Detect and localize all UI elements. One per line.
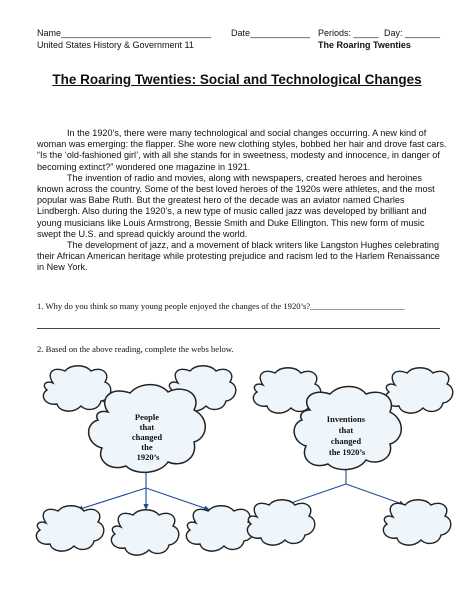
left-web-center-label: People that changed the 1920’s xyxy=(131,412,163,462)
cloud-left-bottom-right[interactable] xyxy=(186,506,253,551)
unit-name: The Roaring Twenties xyxy=(318,40,411,50)
right-web-center-label: Inventions that changed the 1920’s xyxy=(326,414,366,457)
question-2: 2. Based on the above reading, complete the webs below. xyxy=(37,344,234,354)
question-1: 1. Why do you think so many young people enjoyed the changes of the 1920’s?______________________ xyxy=(37,301,405,311)
cloud-right-bottom-left[interactable] xyxy=(247,500,314,545)
concept-webs xyxy=(0,360,474,613)
cloud-left-bottom-middle[interactable] xyxy=(111,510,178,555)
course-name: United States History & Government 11 xyxy=(37,40,194,50)
reading-paragraph-3: The development of jazz, and a movement of black writers like Langston Hughes celebrating their African American heritage while protesting prejudice and racism led to the Harlem Renaissance in New York. xyxy=(37,240,440,273)
reading-paragraph-2: The invention of radio and movies, along with newspapers, created heroes and heroines known across the country. Some of the best loved heroes of the 1920s were athletes, and the most popular was Babe Ruth. But the greatest hero of the decade was an aviator named Charles Lindbergh. Also during the 1920’s, a new type of music called jazz was developed by brilliant and young musicians like Louis Armstrong, Bessie Smith and Duke Ellington. This new form of music swept the U.S. and spread quickly around the world. xyxy=(37,172,435,239)
cloud-left-bottom-left[interactable] xyxy=(36,506,103,551)
periods-field[interactable]: Periods: _____ xyxy=(318,28,379,38)
name-field[interactable]: Name______________________________ xyxy=(37,28,212,38)
center-cloud-inventions xyxy=(294,387,401,470)
arrow-right-bottom-left xyxy=(285,484,346,505)
page-title: The Roaring Twenties: Social and Technological Changes xyxy=(52,72,422,87)
reading-passage xyxy=(37,128,449,274)
arrow-left-bottom-right xyxy=(146,488,210,510)
arrow-left-bottom-left xyxy=(77,488,146,510)
answer-line[interactable] xyxy=(37,328,440,329)
date-field[interactable]: Date____________ xyxy=(231,28,311,38)
cloud-left-top-left[interactable] xyxy=(43,366,110,411)
cloud-right-top-right[interactable] xyxy=(385,368,452,413)
arrow-right-bottom-right xyxy=(346,484,405,505)
cloud-right-bottom-right[interactable] xyxy=(383,500,450,545)
center-cloud-people xyxy=(89,385,206,473)
day-field[interactable]: Day: _______ xyxy=(384,28,441,38)
reading-paragraph-1: In the 1920’s, there were many technological and social changes occurring. A new kind of woman was emerging: the flapper. She wore new clothing styles, bobbed her hair and drove fast cars. “Is the ‘old-fashioned girl’, with all she stands for in sweetness, modesty and innocence, in danger of becoming extinct?” wondered one magazine in 1921. xyxy=(37,128,447,172)
